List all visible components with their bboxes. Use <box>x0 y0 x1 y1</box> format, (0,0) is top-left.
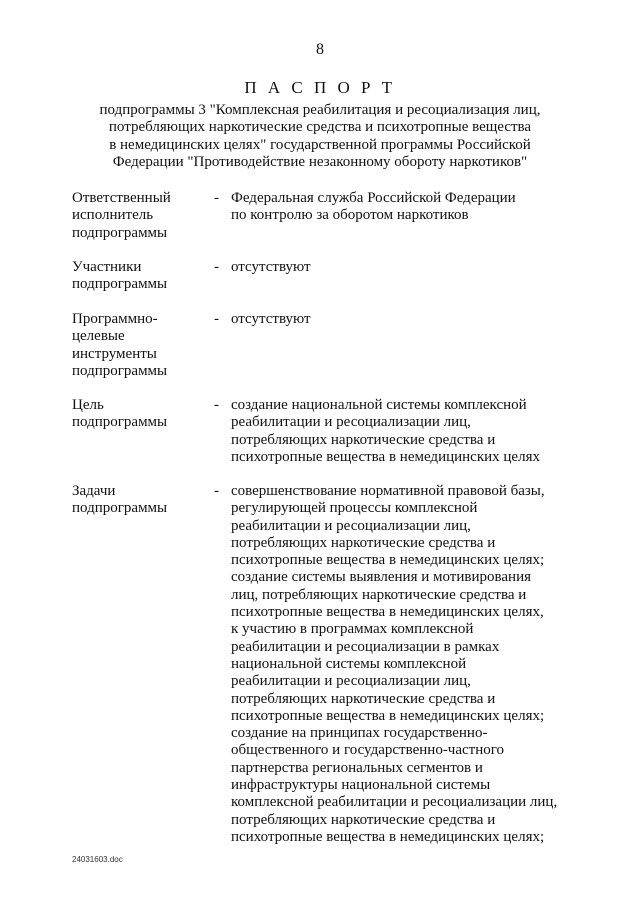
subtitle-line: потребляющих наркотические средства и психотропные вещества <box>108 119 532 136</box>
value-line: реабилитации и ресоциализации лиц, <box>231 517 471 534</box>
value-line: создание системы выявления и мотивирования <box>231 569 531 586</box>
row-dash: - <box>214 190 219 206</box>
value-line: инфраструктуры национальной системы <box>231 777 491 794</box>
subtitle-line: подпрограммы 3 "Комплексная реабилитация и ресоциализация лиц, <box>99 102 541 118</box>
value-line: психотропные вещества в немедицинских целях, <box>231 604 544 621</box>
page-number: 8 <box>316 41 324 58</box>
row-label <box>72 311 202 380</box>
label-line: исполнитель <box>72 207 154 224</box>
subtitle-line: в немедицинских целях" государственной программы Российской <box>109 136 531 153</box>
value-line: реабилитации и ресоциализации лиц, <box>231 414 471 431</box>
label-line: подпрограммы <box>72 224 168 241</box>
row-value <box>231 397 581 466</box>
label-line: Участники <box>72 259 142 275</box>
value-line: по контролю за оборотом наркотиков <box>231 207 469 224</box>
row-dash: - <box>214 259 219 275</box>
label-line: подпрограммы <box>72 414 168 431</box>
document-subtitle <box>60 102 580 171</box>
row-value <box>231 190 581 225</box>
label-line: инструменты <box>72 345 157 362</box>
value-line: потребляющих наркотические средства и <box>231 534 496 551</box>
value-line: психотропные вещества в немедицинских целях; <box>231 828 545 845</box>
value-line: общественного и государственно-частного <box>231 742 505 759</box>
value-line: национальной системы комплексной <box>231 655 467 672</box>
label-line: подпрограммы <box>72 500 168 517</box>
value-line: создание национальной системы комплексной <box>231 397 527 413</box>
label-line: Цель <box>72 397 104 413</box>
row-label <box>72 397 202 432</box>
value-line: отсутствуют <box>231 311 311 327</box>
value-line: к участию в программах комплексной <box>231 621 474 638</box>
value-line: реабилитации и ресоциализации в рамках <box>231 638 500 655</box>
label-line: подпрограммы <box>72 362 168 379</box>
value-line: отсутствуют <box>231 259 311 275</box>
value-line: психотропные вещества в немедицинских целях; <box>231 552 545 569</box>
value-line: партнерства региональных сегментов и <box>231 759 483 776</box>
row-value <box>231 311 581 328</box>
row-label <box>72 483 202 518</box>
row-dash: - <box>214 397 219 413</box>
document-title: П А С П О Р Т <box>244 78 396 97</box>
row-value <box>231 259 581 276</box>
value-line: создание на принципах государственно- <box>231 725 488 742</box>
value-line: лиц, потребляющих наркотические средства и <box>231 586 527 603</box>
row-dash: - <box>214 311 219 327</box>
value-line: потребляющих наркотические средства и <box>231 690 496 707</box>
label-line: целевые <box>72 328 125 345</box>
label-line: подпрограммы <box>72 276 168 293</box>
row-label <box>72 190 202 242</box>
value-line: психотропные вещества в немедицинских целях <box>231 448 540 465</box>
row-value <box>231 483 581 846</box>
row-dash: - <box>214 483 219 499</box>
value-line: комплексной реабилитации и ресоциализации лиц, <box>231 794 558 811</box>
value-line: совершенствование нормативной правовой базы, <box>231 483 545 499</box>
subtitle-line: Федерации "Противодействие незаконному обороту наркотиков" <box>112 153 528 170</box>
value-line: реабилитации и ресоциализации лиц, <box>231 673 471 690</box>
label-line: Задачи <box>72 483 116 499</box>
row-label <box>72 259 202 294</box>
file-name-footer: 24031603.doc <box>72 855 123 864</box>
value-line: потребляющих наркотические средства и <box>231 811 496 828</box>
value-line: психотропные вещества в немедицинских целях; <box>231 707 545 724</box>
label-line: Ответственный <box>72 190 171 206</box>
label-line: Программно- <box>72 311 158 327</box>
value-line: потребляющих наркотические средства и <box>231 431 496 448</box>
value-line: регулирующей процессы комплексной <box>231 500 478 517</box>
value-line: Федеральная служба Российской Федерации <box>231 190 516 206</box>
